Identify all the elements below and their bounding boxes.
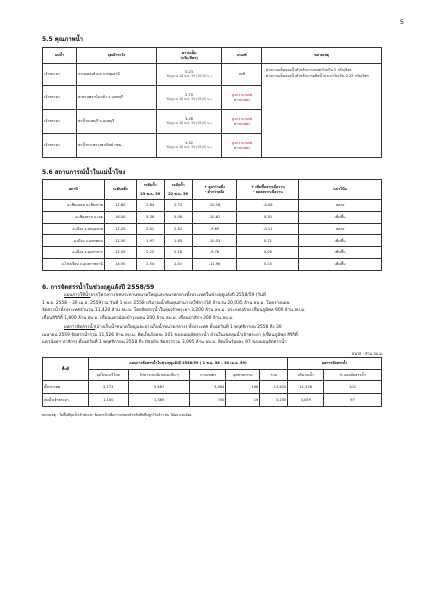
alloc-header-result: ผลการจัดสรรน้ำ [288,358,382,370]
water-quality-table [42,47,382,158]
plan-lead: แผนการใช้น้ำ [64,293,91,298]
table-row: อ.เชียงคาน จ.เลย 16.00 5.38 5.08 -10.62 0.30 เพิ่มขึ้น [43,211,382,223]
water-allocation-result-paragraph: ผลการจัดสรรน้ำ(อ่างเก็บน้ำขนาดใหญ่และอ่างเก็บน้ำขนาดกลาง) ทั้งประเทศ ตั้งแต่วันที่ 1 พฤศจิกายน 2558 ถึง 30 เมษายน 2559 จัดสรรน้ำรวม 11,526 ล้าน ลบ.ม. คิดเป็นร้อยละ 101 ของแผนจัดสรรน้ำ ส่วนในเขตลุ่มน้ำเจ้าพระยา (เขื่อนภูมิพล สิริกิติ์ แควน้อยฯ ป่าสักฯ) ตั้งแต่วันที่ 1 พฤศจิกายน 2558 ถึง ปัจจุบัน จัดสรรรวม 3,095 ล้าน ลบ.ม. คิดเป็นร้อยละ 97 ของแผนจัดสรรน้ำ [42,325,298,346]
unit-label: หน่วย : ล้าน ลบ.ม. [351,351,383,356]
wq-header-salinity: ความเค็ม (กรัม/ลิตร) [156,48,222,64]
water-use-plan-paragraph: แผนการใช้น้ำจากโครงการชลประทานขนาดใหญ่และขนาดกลางทั้งประเทศในช่วงฤดูแล้งปี 2558/59 (วันที่ 1 พ.ย. 2558 – 30 เม.ย. 2559) ณ วันที่ 1 พ.ย. 2558 ปริมาณน้ำต้นทุนสามารถใช้การได้ จำนวน 20,035 ล้าน ลบ.ม. โดยวางแผน จัดสรรน้ำทั้งประเทศจำนวน 11,420 ล้าน ลบ.ม. โดยจัดสรรน้ำในลุ่มเจ้าพระยา 3,200 ล้าน ลบ.ม. ประกอบด้วย เขื่อนภูมิพล 900 ล้าน ลบ.ม. เขื่อนสิริกิติ์ 1,800 ล้าน ลบ.ม. เขื่อนแควน้อยบำรุงแดน 200 ล้าน ลบ.ม. เขื่อนป่าสักฯ 300 ล้าน ลบ.ม. [42,293,306,322]
alloc-header-area: พื้นที่ [43,358,89,381]
remark-2: - ค่าความเค็มของน้ำสำหรับการผลิตน้ำประปาไม่เกิน 0.25 กรัม/ลิตร [263,74,369,79]
table-row: เจ้าพระยา ปากคลองสำแล จ.ปทุมธานี 0.23 ข้อมูล ณ 28 พ.ค. 59 (09.00 น.) ปกติ - ค่าความเค็มของน้ำสำหรับการเกษตรไม่เกิน 2 กรัม/ลิตร - ค่าความเค็มของน้ำสำหรับการผลิตน้ำประปาไม่เกิน 0.25 กรัม/ลิตร [43,64,382,86]
mk-header-diff-day: + เพิ่มขึ้นจากเมื่อวาน - ลดลงจากเมื่อวาน [237,180,299,200]
section-6-title: 6. การจัดสรรน้ำในช่วงฤดูแล้งปี 2558/59 [42,284,155,291]
wq-header-remarks: หมายเหตุ [262,48,382,64]
alloc-header-plan: แผนการจัดสรรน้ำในช่วงฤดูแล้งปี 2558/59 ( 1 พ.ย. 58 – 30 เม.ย. 59) [88,358,287,370]
allocation-table: พื้นที่ แผนการจัดสรรน้ำในช่วงฤดูแล้งปี 2558/59 ( 1 พ.ย. 58 – 30 เม.ย. 59) ผลการจัดสรรน้ำ อุปโภค-บริโภค รักษาระบบนิเวศและอื่น ๆ การเกษตร อุตสาหกรรม รวม ปริมาณน้ำ % แผนจัดสรรน้ำ ทั้งประเทศ 2,173 5,487 3,564 196 11,420 11,526 101 ลุ่มน้ำเจ้าพระยา 1,100 1,385 700 15 3,200 3,059 97 [42,357,382,407]
table-row: อ.เชียงแสน จ.เชียงราย 12.80 2.64 2.72 -10.16 -0.08 ลดลง [43,200,382,212]
mk-header-station: สถานี [43,180,105,200]
wq-header-criteria: เกณฑ์ [222,48,262,64]
mk-header-trend: แนวโน้ม [299,180,382,200]
mk-header-wl-today: ระดับน้ำ 23 พ.ค. 59 [136,180,164,200]
table-row: เจ้าพระยา ท่าน้ำกระทรวงพาณิชย์ กทม. 4.52 ข้อมูล ณ 28 พ.ค. 59 (09.00 น.) สูงกว่าเกณฑ์ ทางเกษตร [43,134,382,158]
mk-header-wl-yesterday: ระดับน้ำ 22 พ.ค. 59 [164,180,192,200]
wq-header-station: จุดเฝ้าระวัง [76,48,156,64]
section-55-title: 5.5 คุณภาพน้ำ [42,36,84,43]
result-lead: ผลการจัดสรรน้ำ [64,325,96,330]
table-row: อ.เมือง จ.หนองคาย 12.20 2.51 2.62 -9.69 -0.11 ลดลง [43,223,382,235]
mekong-table [42,179,382,271]
table-row: อ.โขงเจียม จ.อุบลราชธานี 14.50 2.54 2.41 -11.96 0.13 เพิ่มขึ้น [43,259,382,271]
table-row: ลุ่มน้ำเจ้าพระยา 1,100 1,385 700 15 3,200 3,059 97 [43,394,382,407]
table-row: เจ้าพระยา ท่าน้ำนนทบุรี จ.นนทบุรี 3.26 ข้อมูล ณ 28 พ.ค. 59 (09.00 น.) สูงกว่าเกณฑ์ ทางเกษตร [43,110,382,134]
section-56-title: 5.6 สถานการณ์น้ำในแม่น้ำโขง [42,169,126,176]
mk-header-diff-bank: + สูงกว่าตลิ่ง - ต่ำกว่าตลิ่ง [192,180,237,200]
table-row: อ.เมือง จ.นครพนม 12.50 1.97 1.85 -10.53 0.12 เพิ่มขึ้น [43,235,382,247]
remark-1: - ค่าความเค็มของน้ำสำหรับการเกษตรไม่เกิน 2 กรัม/ลิตร [263,68,352,72]
page-number: 5 [399,18,404,26]
table-row: เจ้าพระยา สะพานพระนั่งเกล้า จ.นนทบุรี 2.70 ข้อมูล ณ 28 พ.ค. 59 (09.00 น.) สูงกว่าเกณฑ์ ทางเกษตร [43,86,382,110]
table-row: ทั้งประเทศ 2,173 5,487 3,564 196 11,420 11,526 101 [43,381,382,394]
mk-header-bank: ระดับตลิ่ง [104,180,136,200]
table-row: อ.เมือง จ.มุกดาหาร 12.00 2.22 2.16 -9.78 0.06 เพิ่มขึ้น [43,247,382,259]
footnote: หมายเหตุ : ในพื้นที่ลุ่มน้ำเจ้าพระยา จัดสรรน้ำเพื่อการเกษตรสำหรับพืชที่ปลูกไว้แล้ว เช่น ไม้ผล และอ้อย [42,413,192,417]
wq-header-river: แม่น้ำ [43,48,77,64]
